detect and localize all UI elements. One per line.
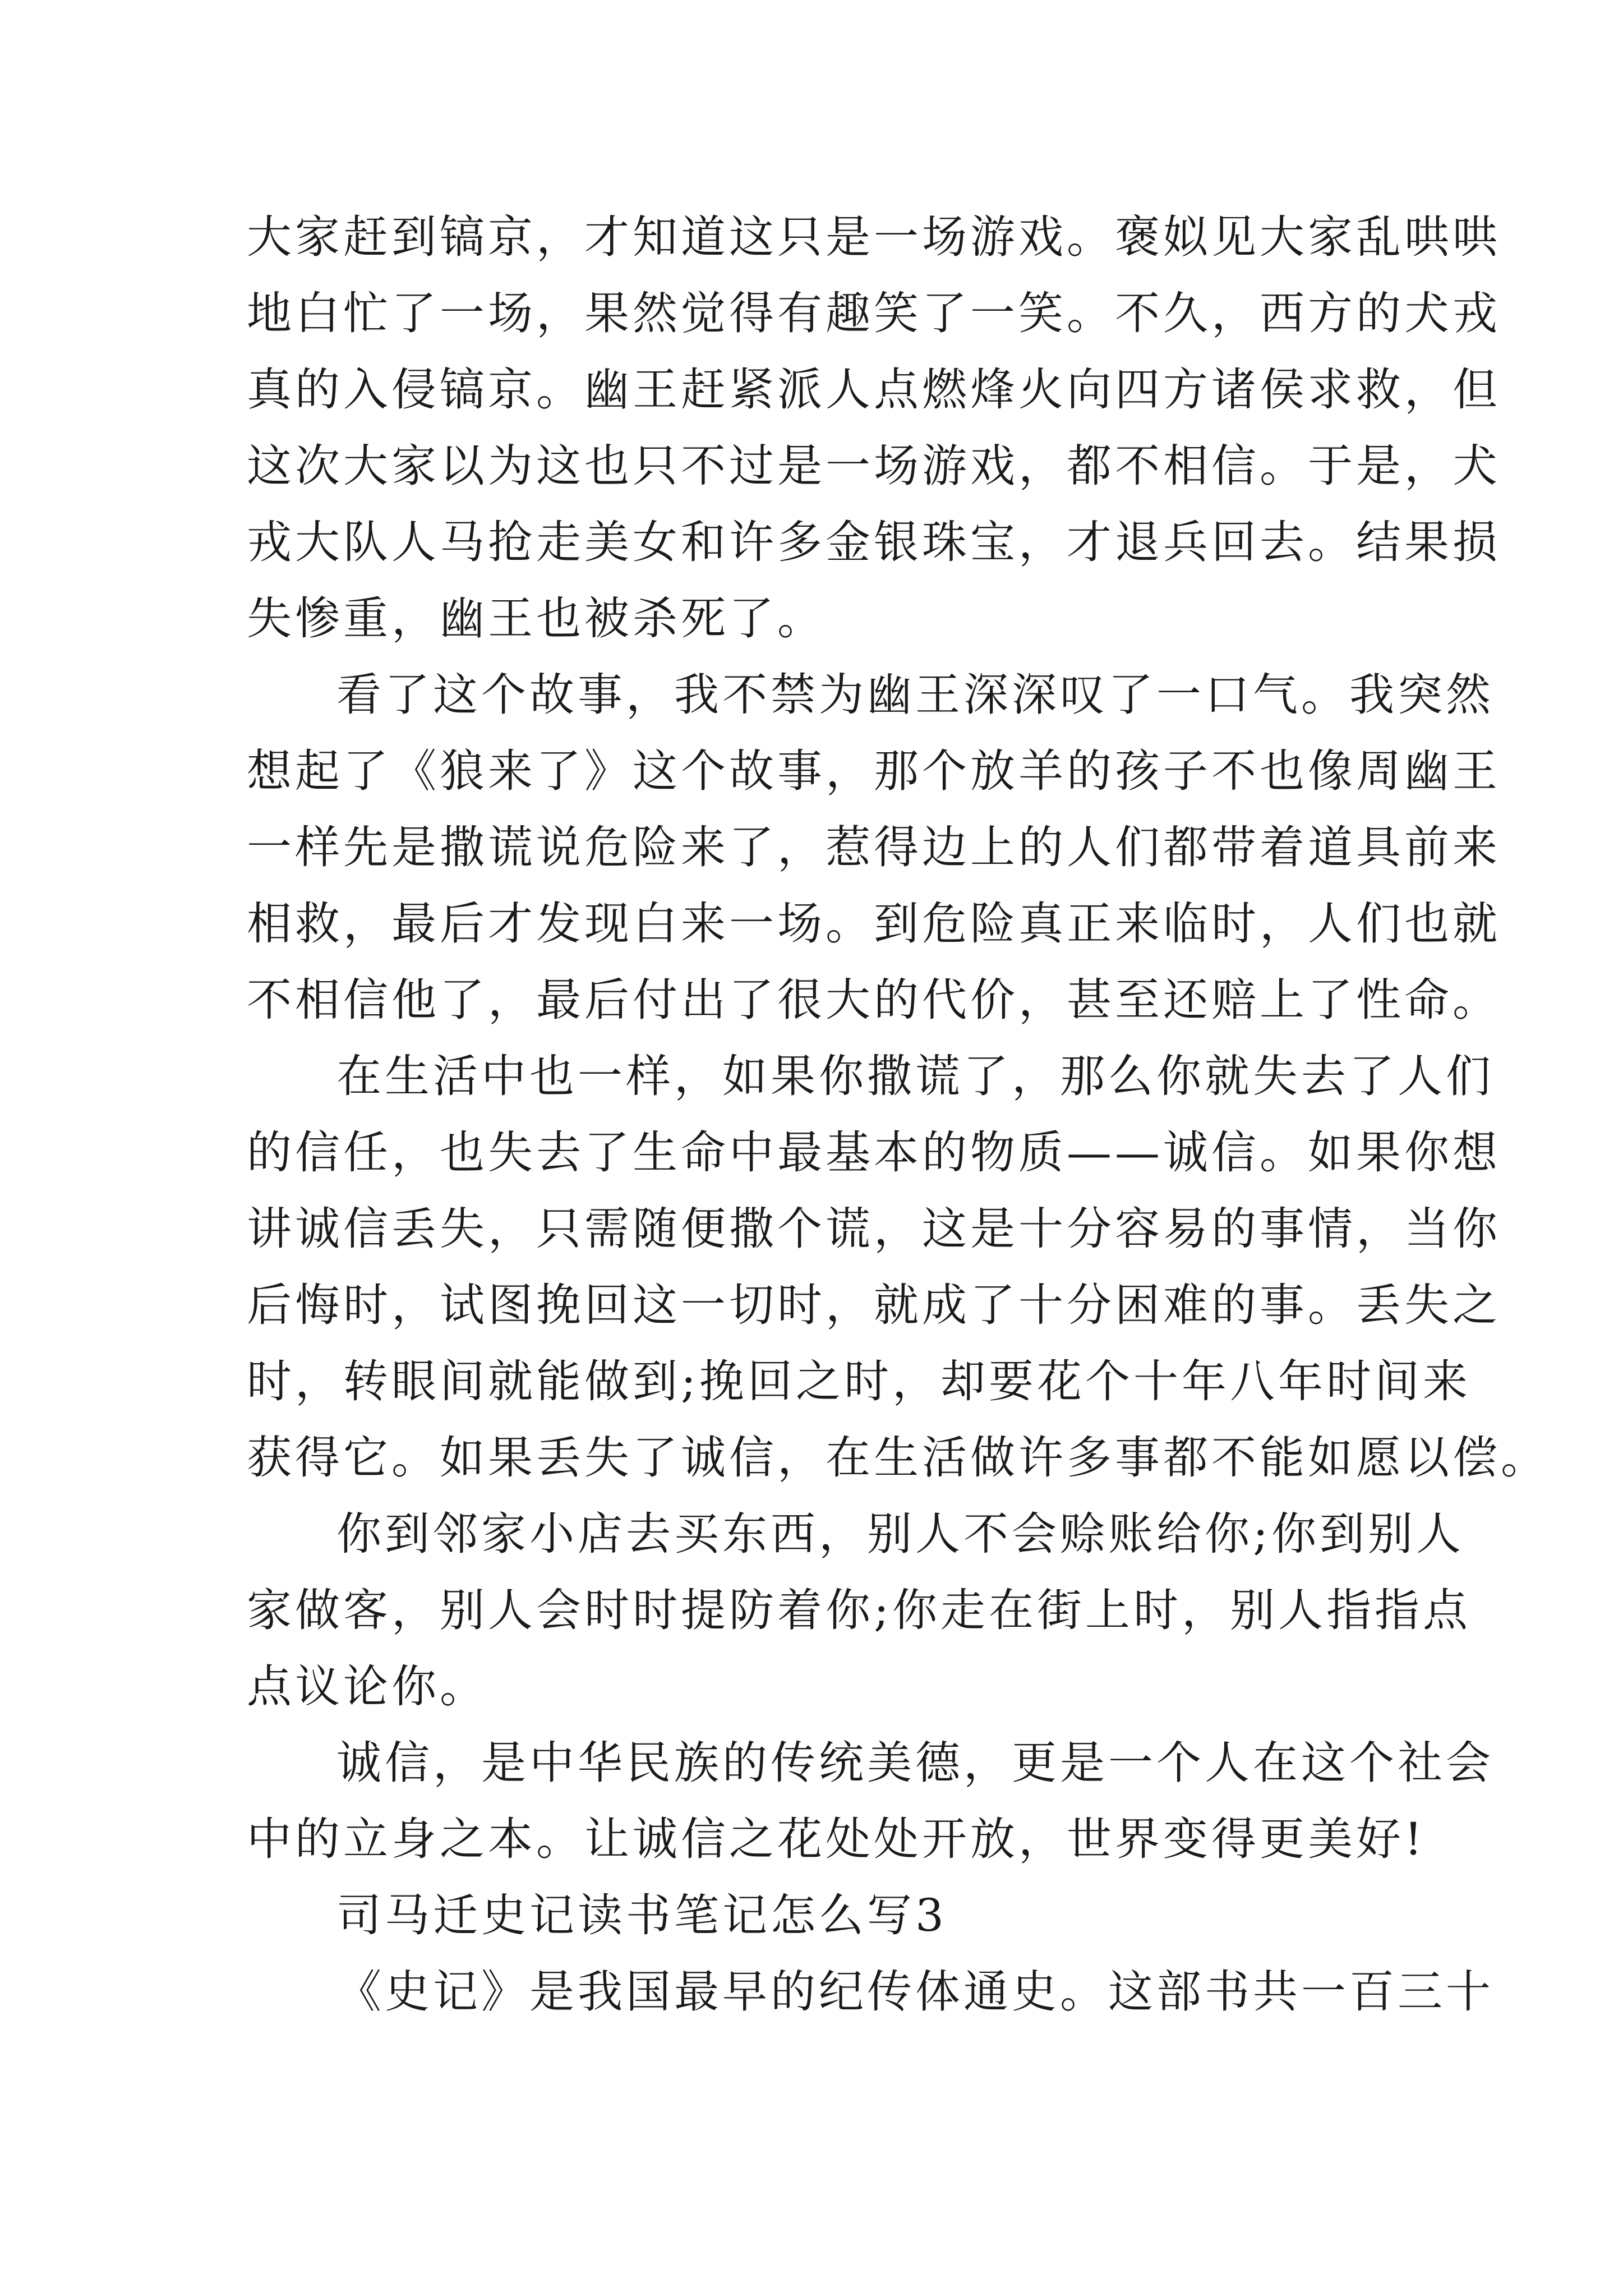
text-line: 相救，最后才发现白来一场。到危险真正来临时，人们也就 (247, 898, 1501, 950)
text-line: 后悔时，试图挽回这一切时，就成了十分困难的事。丢失之 (247, 1279, 1501, 1331)
paragraph-start-line: 《史记》是我国最早的纪传体通史。这部书共一百三十 (336, 1966, 1494, 2018)
text-line: 家做客，别人会时时提防着你;你走在街上时，别人指指点 (247, 1584, 1471, 1636)
section-heading: 司马迁史记读书笔记怎么写3 (336, 1889, 947, 1941)
text-line: 获得它。如果丢失了诚信，在生活做许多事都不能如愿以偿。 (247, 1432, 1549, 1484)
text-line: 一样先是撒谎说危险来了，惹得边上的人们都带着道具前来 (247, 821, 1501, 873)
text-line: 时，转眼间就能做到;挽回之时，却要花个十年八年时间来 (247, 1355, 1471, 1407)
text-line: 不相信他了，最后付出了很大的代价，甚至还赔上了性命。 (247, 974, 1501, 1026)
text-line: 地白忙了一场，果然觉得有趣笑了一笑。不久，西方的犬戎 (247, 287, 1501, 339)
text-line: 点议论你。 (247, 1660, 488, 1713)
paragraph-start-line: 在生活中也一样，如果你撒谎了，那么你就失去了人们 (336, 1050, 1494, 1102)
paragraph-start-line: 诚信，是中华民族的传统美德，更是一个人在这个社会 (336, 1737, 1494, 1789)
text-line: 真的入侵镐京。幽王赶紧派人点燃烽火向四方诸侯求救，但 (247, 364, 1501, 416)
text-line: 这次大家以为这也只不过是一场游戏，都不相信。于是，犬 (247, 440, 1501, 492)
text-line: 的信任，也失去了生命中最基本的物质——诚信。如果你想 (247, 1126, 1501, 1179)
article-body (247, 199, 1549, 2030)
text-line: 戎大队人马抢走美女和许多金银珠宝，才退兵回去。结果损 (247, 516, 1501, 568)
text-line: 想起了《狼来了》这个故事，那个放羊的孩子不也像周幽王 (247, 745, 1501, 797)
text-line: 讲诚信丢失，只需随便撒个谎，这是十分容易的事情，当你 (247, 1203, 1501, 1255)
text-line: 大家赶到镐京，才知道这只是一场游戏。褒姒见大家乱哄哄 (247, 211, 1501, 263)
text-line: 失惨重，幽王也被杀死了。 (247, 592, 826, 645)
paragraph-start-line: 看了这个故事，我不禁为幽王深深叹了一口气。我突然 (336, 669, 1494, 721)
text-line: 中的立身之本。让诚信之花处处开放，世界变得更美好! (247, 1813, 1426, 1865)
paragraph-start-line: 你到邻家小店去买东西，别人不会赊账给你;你到别人 (336, 1508, 1464, 1560)
